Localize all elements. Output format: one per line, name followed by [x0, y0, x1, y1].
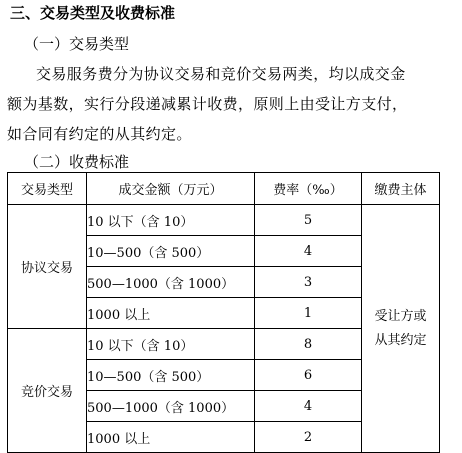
amount-cell: 10—500（含 500）	[87, 236, 255, 267]
paragraph-line-2: 额为基数，实行分段递减累计收费，原则上由受让方支付，	[7, 95, 408, 113]
trade-type-cell: 竞价交易	[8, 329, 87, 453]
rate-cell: 6	[255, 360, 362, 391]
rate-cell: 3	[255, 267, 362, 298]
rate-cell: 4	[255, 236, 362, 267]
subsection-title-fee-standard: （二）收费标准	[24, 153, 130, 171]
header-amount: 成交金额（万元）	[87, 173, 255, 205]
rate-cell: 1	[255, 298, 362, 329]
paragraph-line-3: 如合同有约定的从其约定。	[7, 125, 192, 143]
rate-cell: 8	[255, 329, 362, 360]
payer-line-1: 受让方或	[374, 308, 427, 324]
rate-cell: 4	[255, 391, 362, 422]
paragraph-line-1: 交易服务费分为协议交易和竞价交易两类，均以成交金	[36, 65, 406, 83]
amount-cell: 10—500（含 500）	[87, 360, 255, 391]
amount-cell: 1000 以上	[87, 422, 255, 453]
rate-cell: 2	[255, 422, 362, 453]
section-title: 三、交易类型及收费标准	[10, 4, 176, 22]
fee-table	[7, 172, 440, 453]
header-payer: 缴费主体	[362, 173, 440, 205]
table-header-row	[8, 173, 440, 205]
header-trade-type: 交易类型	[8, 173, 87, 205]
amount-cell: 10 以下（含 10）	[87, 205, 255, 236]
subsection-title-trade-types: （一）交易类型	[24, 35, 130, 53]
rate-cell: 5	[255, 205, 362, 236]
amount-cell: 500—1000（含 1000）	[87, 391, 255, 422]
table-row	[8, 205, 440, 236]
payer-line-2: 从其约定	[374, 332, 427, 348]
amount-cell: 1000 以上	[87, 298, 255, 329]
trade-type-cell: 协议交易	[8, 205, 87, 329]
payer-cell	[362, 205, 440, 453]
header-rate: 费率（‰）	[255, 173, 362, 205]
amount-cell: 500—1000（含 1000）	[87, 267, 255, 298]
amount-cell: 10 以下（含 10）	[87, 329, 255, 360]
